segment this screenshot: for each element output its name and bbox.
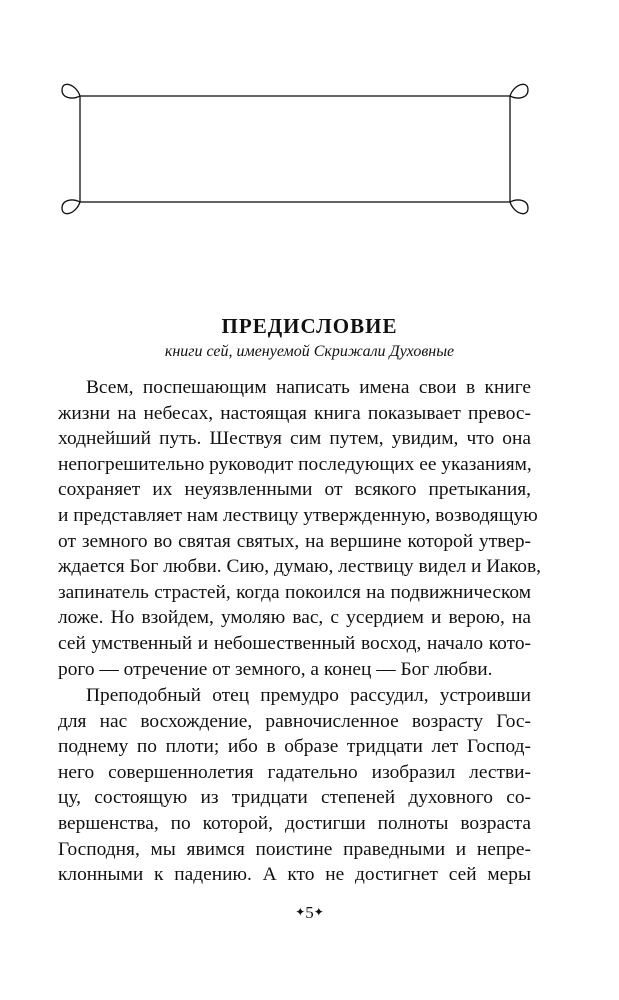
page-number: [0, 903, 619, 923]
text-line: вершенства, по которой, достигши полноты возраста: [58, 812, 531, 834]
text-line: жизни на небесах, настоящая книга показывает превос-: [58, 402, 531, 424]
star-ornament-icon: ✦: [313, 905, 324, 919]
text-line: запинатель страстей, когда покоился на подвижническом: [58, 581, 531, 603]
frame-ornament-icon: [58, 74, 532, 224]
text-line: и представляет нам лествицу утвержденную, возводящую: [58, 504, 538, 526]
text-line: от земного во святая святых, на вершине которой утвер-: [58, 530, 531, 552]
text-line: сохраняет их неуязвленными от всякого претыкания,: [58, 479, 531, 501]
text-line: ложе. Но взойдем, умоляю вас, с усердием и верою, на: [58, 607, 531, 629]
paragraph-1: [58, 375, 541, 682]
chapter-subheading: книги сей, именуемой Скрижали Духовные: [164, 343, 455, 360]
text-line: цу, состоящую из тридцати степеней духовного со-: [58, 787, 531, 809]
star-ornament-icon: ✦: [295, 905, 306, 919]
text-line: рого — отречение от земного, а конец — Бог любви.: [58, 658, 493, 680]
text-line: ждается Бог любви. Сию, думаю, лествицу видел и Иаков,: [58, 556, 541, 578]
text-line: Преподобный отец премудро рассудил, устроивши: [86, 685, 531, 706]
text-line: поднему по плоти; ибо в образе тридцати лет Господ-: [58, 736, 531, 758]
chapter-heading: ПРЕДИСЛОВИЕ: [221, 314, 398, 338]
decorative-frame: [58, 74, 532, 224]
text-line: сей умственный и небошественный восход, начало кото-: [58, 632, 531, 654]
text-line: для нас восхождение, равночисленное возрасту Гос-: [58, 710, 531, 732]
text-line: ходнейший путь. Шествуя сим путем, увидим, что она: [58, 428, 531, 450]
text-line: Всем, поспешающим написать имена свои в книге: [86, 377, 531, 398]
text-line: Господня, мы явимся поистине праведными и непре-: [58, 838, 531, 860]
text-line: непогрешительно руководит последующих ее указаниям,: [58, 453, 532, 475]
text-line: него совершеннолетия гадательно изобразил лестви-: [58, 761, 531, 783]
page-number-value: 5: [305, 903, 314, 922]
text-line: клонными к падению. А кто не достигнет сей меры: [58, 864, 531, 886]
paragraph-2: [58, 683, 531, 888]
